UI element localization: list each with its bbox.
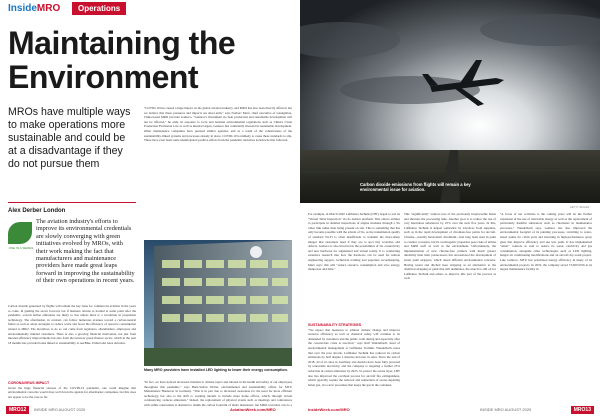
brand-suffix: MRO	[36, 3, 61, 14]
body-text: For example, in March 2020 Lufthansa Technik (LHT) began to test its "Virtual Table Inspection" via its Aviatar platform. This allows airlines to participate in detailed inspections of engine modules through a 5G video link rather than being present on site. This is something that has only become possible with the advent of 5G, as the transmission quality of standard Wi-Fi is often insufficient to transmit the more-sharp images that customers need if they are to spot tiny scratches and defects. Gameco is also involved in the possibilities of 5G connectivity and new hardware for augmented and virtual reality. It is conducting extensive research into how the hardware can be used for remote engineering support, technician training and paperless recordkeeping, Marx says: this will "reduce resource consumption and save energy, manpower and time."	[308, 212, 400, 272]
body-text: Given the huge financial stresses of the COVID-19 pandemic, one could imagine that environmental concerns would drop well down the agenda for aftermarket companies, but this does not appear to be the case so far.	[8, 385, 136, 399]
page-header	[0, 0, 300, 18]
left-footer	[0, 406, 300, 414]
led-building-photo	[144, 240, 292, 366]
headline: Maintaining the Environment	[8, 25, 236, 95]
page-number: MRO13	[571, 406, 594, 414]
right-page	[300, 0, 600, 420]
building-illustration	[144, 240, 292, 366]
body-col-1b	[8, 381, 136, 406]
body-text: This "significantly" reduces loss of the previously irreplaceable halon and shortens the processing time. Another goal is to reduce the use of very hazardous substances by 25% over the next five years. In this, Lufthansa Technik is helped somewhat by advances from suppliers, such as in the rapid development of chromate-free paints for aircraft. Chrome—notably hexavalent chromium—had long been used in paint to counter corrosion, but its carcinogenic properties pose risks of airline and MRO staff as well as the environment. Unfortunately, the implementation of new chrome-free primers with much greater durability than their predecessors has necessitated the development of better paint strippers, which raised different environmental concerns. Having tested and ditched laser stripping as an alternative to the chemical stripping of paint that still dominates, the search is still on for Lufthansa Technik and others to improve this part of the process as well.	[404, 212, 496, 281]
body-col-3b	[308, 323, 400, 406]
body-col-2b	[144, 380, 292, 406]
divider	[8, 202, 136, 203]
body-text: "In fact, we have noticed increased attention to climate topics and interest in the health and safety of our employees throughout this pandemic," says Hans-Stefan Wolter, environmental and sustainability officer for MTU Maintenance Hannover in Germany. "This is in part due to increased awareness for the need for more efficient technology, but also to the shift to working models to include more home offices, which, through virtual conferencing, reduces emissions." Indeed, the replacement of physical events such as meetings and conferences with online equivalents is destined to shrink the carbon footprint of many businesses, but MRO providers can go a	[144, 380, 292, 406]
footer-url[interactable]: InsideWeek.com/MRO	[308, 407, 350, 412]
airplane-photo	[300, 0, 600, 203]
brand-prefix: Inside	[8, 3, 37, 14]
body-text: "COVID-19 has caused a huge impact on the global aviation industry, and MRO has also been directly affected, but we believe that these pressures and impacts are short-term," says Norbert Marx, chief executive of Guangzhou, China-based MRO provider Gameco. "Gameco's investment in clean production and sustainable development will not be affected," he adds. In response to local and national environmental regulations such as China's Clean Production Promotion Law as well as internal targets, Gameco has continually invested in sustainable development. Other maintenance companies have pursued similar agendas, and as a result of the cohesiveness of the sustainability-linked systems and processes already in place, COVID-19 is unlikely to cause these standards to slip. There have even been some unanticipated positive effects from the pandemic and mass lockdowns that followed.	[144, 106, 292, 143]
body-text: Carbon dioxide generated by flights will remain the key issue for commercial aviation in the years to come. In guiding the sector forward, but if business returns to normal at some point after the pandemic, overall airline emissions are likely to rise unless there is a revolution in propulsion technology. The aftermarket, in contrast, can follow numerous avenues toward a carbon-neutral future as well as adopt strategies to reduce waste and boost the efficiency of resource consumption related to MRO. The incentives to do so can come from regulators, shareholders, employees and environmentally minded customers. There is also a growing financial motivation, not just from internal efficiency improvements but also from the turnover green finance sector, which in the past 18 months has provided loans linked to sustainability to AerBlue, Etihad and Jetex Aviation.	[8, 304, 136, 345]
dek: MROs have multiple ways to make operations more sustainable and could be at a disadvantage if they do not pursue them	[8, 106, 131, 170]
airplane-illustration	[300, 0, 600, 203]
page-number: MRO12	[6, 406, 29, 414]
body-text: "We expect that measures to address climate change and improve resource efficiency as well as chemical safety will continue to be demanded by customers and the public, both during and especially after the coronavirus crisis is resolved," says Ralf Wandelbach, head of environmental management at Lufthansa Technik. Wandelbach notes that over the past decade, Lufthansa Technik has reduced its carbon emissions by half despite a massive increase in sales. Since the end of 2018, all of its sites in Germany and Austria have been fully powered by renewable electricity, and the company is targeting a further 25% reduction in carbon emissions by 2025. To protect the ozone layer, LHT also has improved the overhaul process for aircraft fire extinguishers, which typically require the removal and reinsertion of ozone-depleting halon gas, via a new procedure that keeps the gas in the container.	[308, 327, 400, 387]
brand-logo	[8, 3, 60, 14]
spacer	[218, 106, 219, 107]
photo-caption: Many MRO providers have installed LED lighting to lower their energy consumption.	[144, 368, 288, 372]
subhead: SUSTAINABILITY STRATEGIES	[308, 323, 362, 327]
body-col-3	[308, 212, 400, 320]
footer-url[interactable]: AviationWeek.com/MRO	[230, 407, 276, 412]
subhead: CORONAVIRUS IMPACT	[8, 381, 50, 385]
body-col-4	[404, 212, 496, 406]
section-tab: Operations	[72, 2, 126, 15]
footer-text: INSIDE MRO AUGUST 2020	[480, 407, 532, 412]
leaf-icon	[8, 222, 32, 244]
body-col-1	[8, 304, 136, 380]
series-tag: ONE IN A SERIES	[8, 246, 34, 250]
photo-credit: GETTY IMAGES	[570, 206, 590, 209]
plane-caption: Carbon dioxide emissions from flights will remain a key environmental issue for aviation.	[360, 182, 471, 192]
body-col-5	[500, 212, 592, 406]
right-footer	[300, 406, 600, 414]
byline: Alex Derber London	[8, 208, 66, 214]
body-col-2	[144, 106, 292, 236]
body-text: "A focus of our activities is the coming years will be the further expansion of the use of renewable energy as well as the replacement of particularly harmful substances such as chromates in maintenance processes," Wandelbach says. Gameco has also improved the environmental footprint of its painting processes, switching to water-based paints for cabin parts and investing in high-performance spray guns that improve efficiency and use less paint. It has implemented "smart" controls as well to reduce its water, electricity and gas consumption, alongside other technologies such as LED lighting, hangar air conditioning modifications and an aircraft dry-wash project. Like Gameco, MTU has prioritized energy efficiency in many of its environmental projects. In 2019, the company saved 73,000 kWh at its largest maintenance facility in	[500, 212, 592, 272]
footer-text: INSIDE MRO AUGUST 2020	[34, 407, 86, 412]
lead-paragraph: The aviation industry's efforts to improve its environmental credentials are slowly converging with green initiatives evolved by MROs, with their work making the fact that manufacturers and maintenance providers have made great leaps forward in improving the sustainability of their own operations in recent years.	[36, 218, 135, 285]
